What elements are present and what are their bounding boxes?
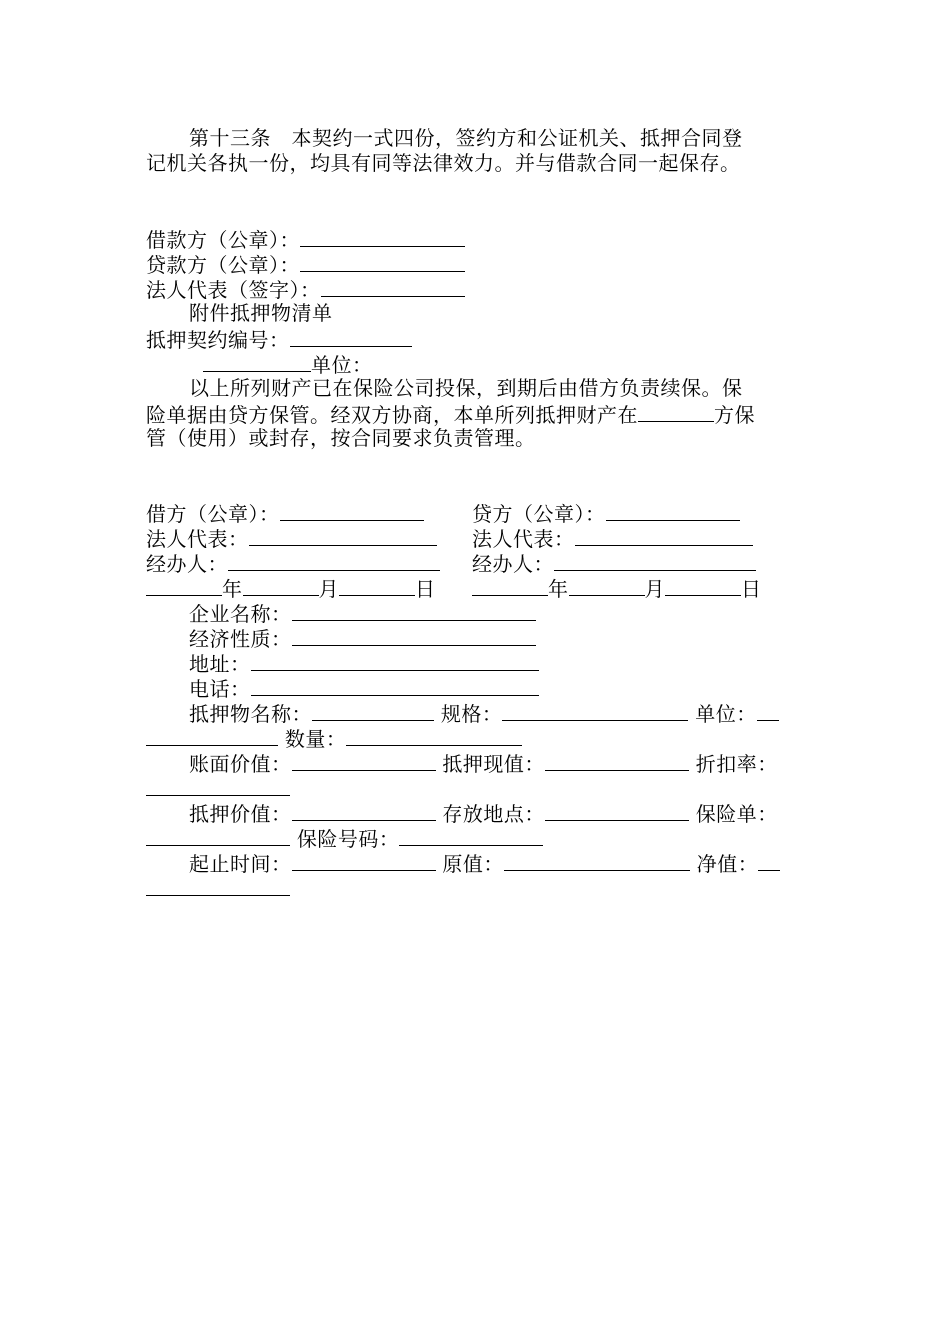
net-value-label: 净值： [696,852,759,876]
legal-rep-sign-label: 法人代表（签字）： [146,278,321,302]
company-nature-blank[interactable] [292,625,536,646]
left-legal-rep-line [146,525,437,552]
lender-seal-line [146,251,465,278]
mortgage-value-blank[interactable] [292,800,436,821]
left-day-blank[interactable] [339,575,415,596]
collateral-line3 [189,750,778,777]
net-value-blank[interactable] [758,850,780,871]
left-month-blank[interactable] [243,575,319,596]
left-handler-label: 经办人： [146,552,228,576]
right-year-label: 年 [548,577,569,601]
location-label: 存放地点： [442,802,545,826]
unit-line [203,351,373,378]
collateral-line6 [146,825,543,852]
current-value-blank[interactable] [545,750,689,771]
clause13-line1: 第十三条 本契约一式四份，签约方和公证机关、抵押合同登 [189,126,743,150]
right-seal-line [472,500,740,527]
left-year-blank[interactable] [146,575,222,596]
left-year-label: 年 [222,577,243,601]
company-name-blank[interactable] [292,600,536,621]
legal-rep-sign-line [146,276,465,303]
discount-blank[interactable] [146,775,290,796]
right-legal-rep-blank[interactable] [575,525,753,546]
insurance-line2-tail: 方保 [714,403,755,427]
book-value-label: 账面价值： [189,752,292,776]
right-handler-blank[interactable] [554,550,756,571]
collateral-line5 [189,800,778,827]
left-handler-line [146,550,440,577]
book-value-blank[interactable] [292,750,436,771]
left-handler-blank[interactable] [228,550,440,571]
attachment-title: 附件抵押物清单 [189,301,333,325]
right-legal-rep-label: 法人代表： [472,527,575,551]
unit-label: 单位： [311,353,373,377]
insurance-line2-text: 险单据由贷方保管。经双方协商，本单所列抵押财产在 [146,403,638,427]
policy-label: 保险单： [695,802,778,826]
right-legal-rep-line [472,525,753,552]
company-nature-label: 经济性质： [189,627,292,651]
left-month-label: 月 [318,577,339,601]
right-date-line [472,575,762,602]
unit-prefix-blank[interactable] [203,351,311,372]
left-day-label: 日 [415,577,436,601]
left-seal-blank[interactable] [280,500,424,521]
company-address-label: 地址： [189,652,251,676]
contract-no-blank[interactable] [290,326,412,347]
company-address-line [189,650,539,677]
right-handler-line [472,550,756,577]
collateral-unit-blank[interactable] [757,700,779,721]
right-day-blank[interactable] [665,575,741,596]
policy-no-blank[interactable] [399,825,543,846]
mortgage-value-label: 抵押价值： [189,802,292,826]
collateral-line2 [146,725,522,752]
insurance-line3: 管（使用）或封存，按合同要求负责管理。 [146,426,536,450]
right-seal-label: 贷方（公章）： [472,502,606,526]
borrower-seal-label: 借款方（公章）： [146,228,300,252]
lender-seal-blank[interactable] [300,251,465,272]
right-month-label: 月 [644,577,665,601]
location-blank[interactable] [545,800,689,821]
left-legal-rep-label: 法人代表： [146,527,249,551]
left-date-line [146,575,436,602]
contract-no-line [146,326,412,353]
right-seal-blank[interactable] [606,500,740,521]
company-phone-blank[interactable] [251,675,539,696]
period-label: 起止时间： [189,852,292,876]
collateral-line1 [189,700,779,727]
collateral-spec-label: 规格： [440,702,503,726]
contract-no-label: 抵押契约编号： [146,328,290,352]
clause13-line2: 记机关各执一份，均具有同等法律效力。并与借款合同一起保存。 [146,151,741,175]
collateral-line4 [146,775,290,802]
original-value-label: 原值： [442,852,504,876]
left-legal-rep-blank[interactable] [249,525,437,546]
right-month-blank[interactable] [569,575,645,596]
right-year-blank[interactable] [472,575,548,596]
left-seal-line [146,500,424,527]
borrower-seal-line [146,226,465,253]
collateral-name-label: 抵押物名称： [189,702,312,726]
insurance-line2 [146,401,755,428]
discount-label: 折扣率： [695,752,778,776]
collateral-name-blank[interactable] [312,700,434,721]
collateral-quantity-blank[interactable] [346,725,522,746]
collateral-unit-blank-cont[interactable] [146,725,278,746]
collateral-quantity-label: 数量： [284,727,347,751]
borrower-seal-blank[interactable] [300,226,465,247]
company-name-label: 企业名称： [189,602,292,626]
left-seal-label: 借方（公章）： [146,502,280,526]
insurance-line1: 以上所列财产已在保险公司投保，到期后由借方负责续保。保 [189,376,743,400]
policy-blank[interactable] [146,825,290,846]
collateral-unit-label: 单位： [695,702,757,726]
policy-no-label: 保险号码： [296,827,400,851]
right-handler-label: 经办人： [472,552,554,576]
net-value-blank-cont[interactable] [146,875,290,896]
legal-rep-sign-blank[interactable] [321,276,465,297]
company-name-line [189,600,536,627]
collateral-line8 [146,875,290,902]
custody-party-blank[interactable] [638,401,714,422]
collateral-line7 [189,850,780,877]
company-phone-label: 电话： [189,677,251,701]
collateral-spec-blank[interactable] [502,700,688,721]
period-blank[interactable] [292,850,436,871]
right-day-label: 日 [741,577,762,601]
company-address-blank[interactable] [251,650,539,671]
lender-seal-label: 贷款方（公章）： [146,253,300,277]
company-phone-line [189,675,539,702]
company-nature-line [189,625,536,652]
original-value-blank[interactable] [504,850,690,871]
current-value-label: 抵押现值： [442,752,545,776]
